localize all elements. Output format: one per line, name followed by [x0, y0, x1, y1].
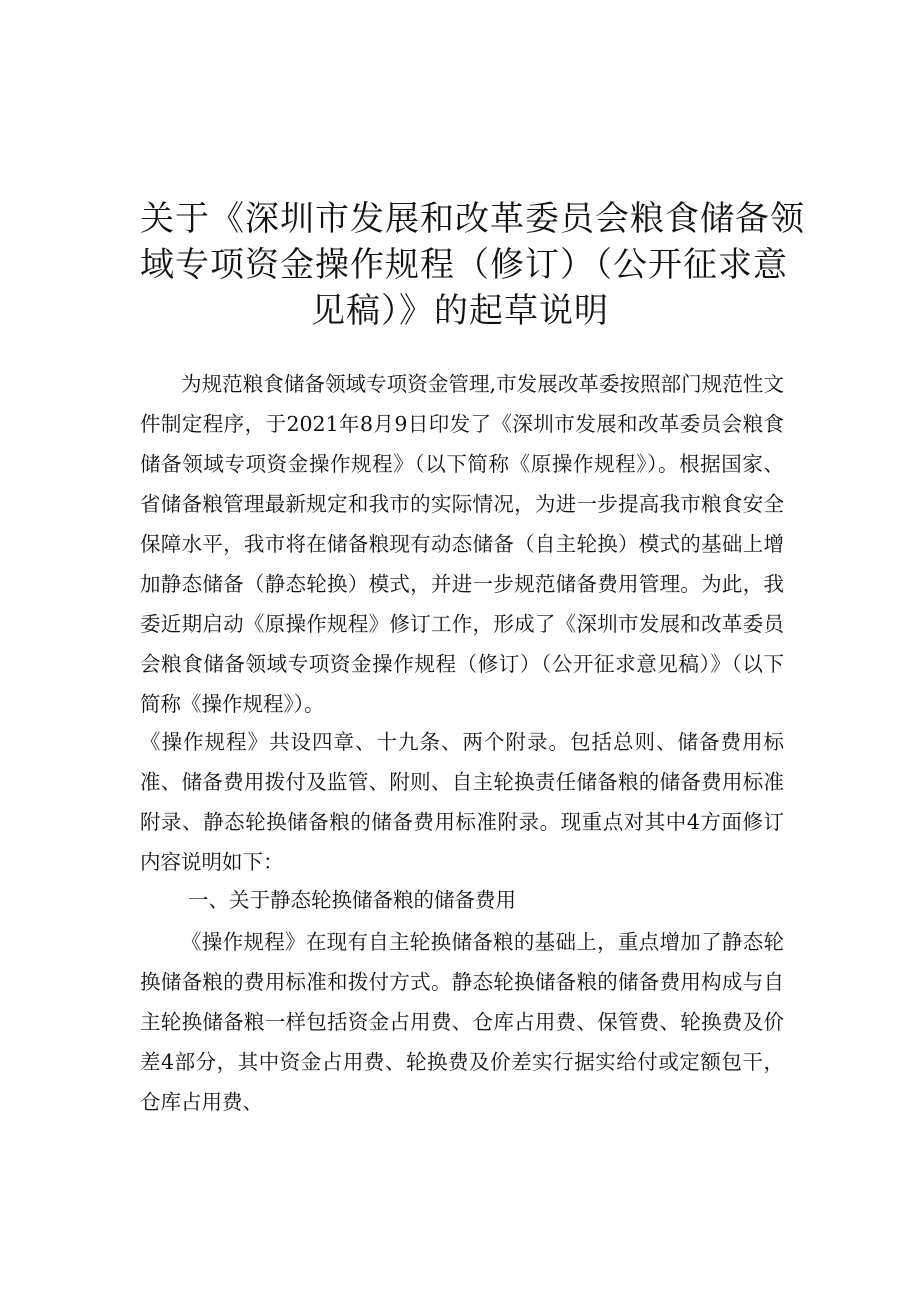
structure-paragraph: 《操作规程》共设四章、十九条、两个附录。包括总则、储备费用标准、储备费用拨付及监管、附则、自主轮换责任储备粮的储备费用标准附录、静态轮换储备粮的储备费用标准附录。现重点对其中4方面修订内容说明如下：: [140, 730, 784, 874]
document-title: [140, 196, 805, 334]
intro-paragraph: 为规范粮食储备领域专项资金管理,市发展改革委按照部门规范性文件制定程序，于2021年8月9日印发了《深圳市发展和改革委员会粮食储备领域专项资金操作规程》（以下简称《原操作规程》）。根据国家、省储备粮管理最新规定和我市的实际情况，为进一步提高我市粮食安全保障水平，我市将在储备粮现有动态储备（自主轮换）模式的基础上增加静态储备（静态轮换）模式，并进一步规范储备费用管理。为此，我委近期启动《原操作规程》修订工作，形成了《深圳市发展和改革委员会粮食储备领域专项资金操作规程（修订）（公开征求意见稿）》（以下简称《操作规程》）。: [140, 372, 784, 716]
title-line-3: 见稿）》的起草说明: [311, 291, 609, 331]
section-heading: 一、关于静态轮换储备粮的储备费用: [188, 888, 516, 912]
title-line-2: 域专项资金操作规程（修订）（公开征求意: [140, 245, 788, 285]
section-paragraph: 《操作规程》在现有自主轮换储备粮的基础上，重点增加了静态轮换储备粮的费用标准和拨付方式。静态轮换储备粮的储备费用构成与自主轮换储备粮一样包括资金占用费、仓库占用费、保管费、轮换费及价差4部分，其中资金占用费、轮换费及价差实行据实给付或定额包干，仓库占用费、: [140, 930, 784, 1114]
title-line-1: 关于《深圳市发展和改革委员会粮食储备领: [140, 199, 805, 239]
